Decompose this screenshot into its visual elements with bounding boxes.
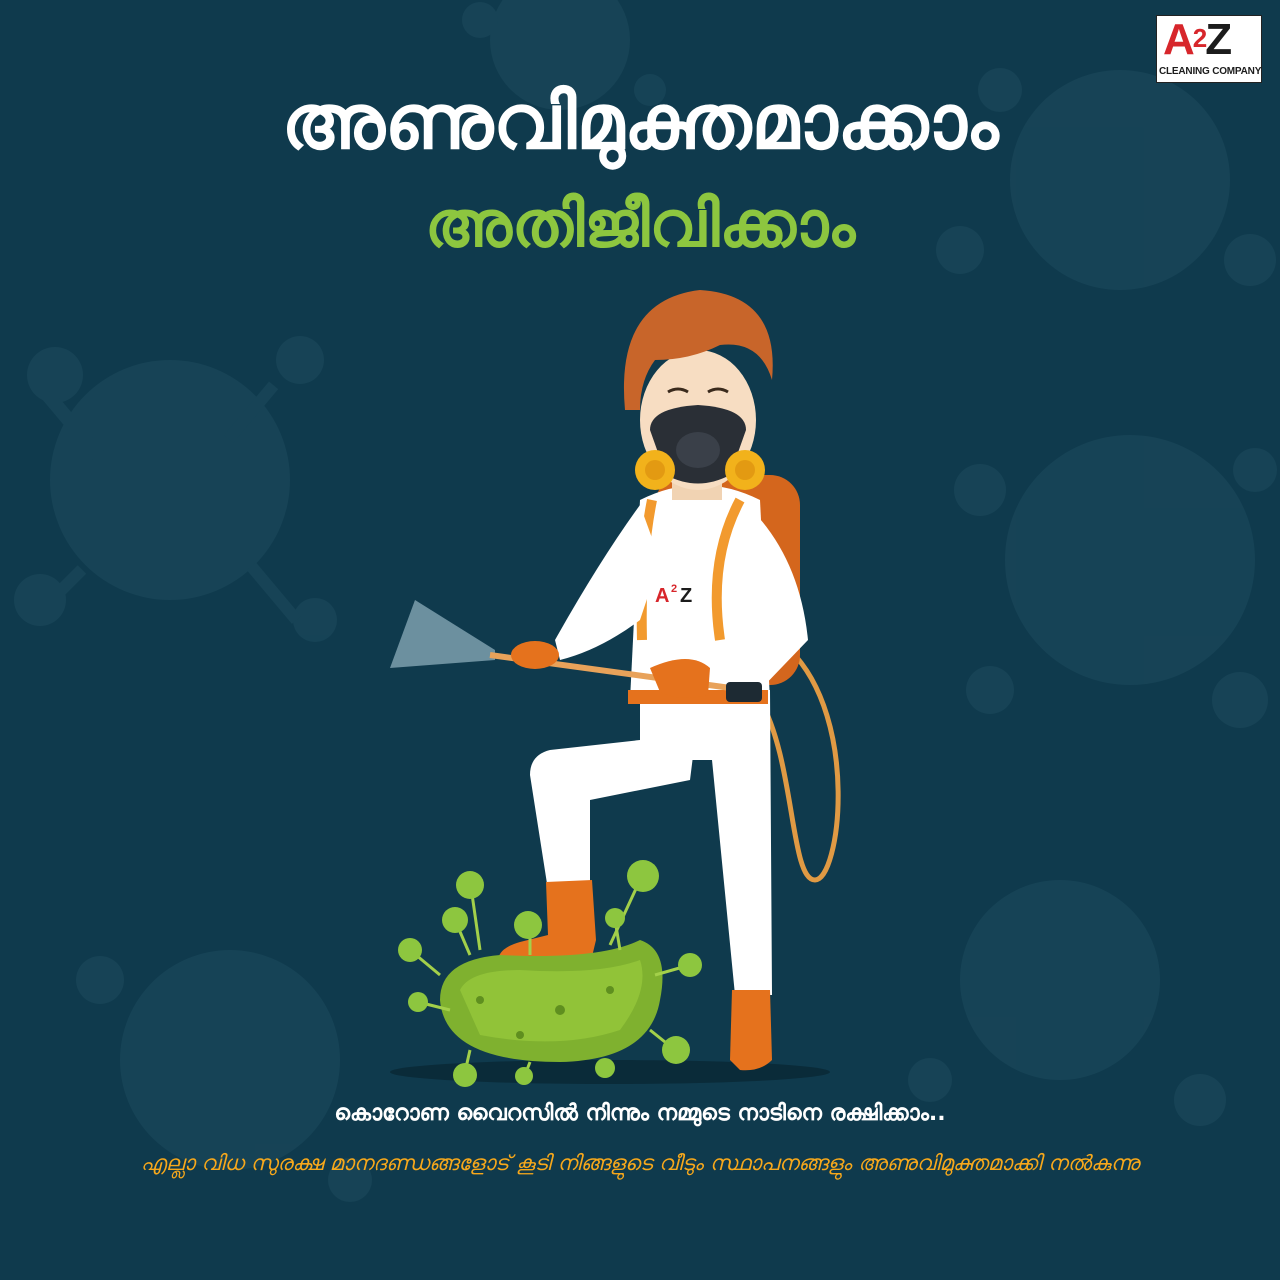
service-description: എല്ലാ വിധ സുരക്ഷ മാനദണ്ഡങ്ങളോട് കൂടി നിങ്ങളുടെ വീടും സ്ഥാപനങ്ങളും അണുവിമുക്തമാക്കി നൽകുന്നു [140,1151,1140,1175]
tagline: കൊറോണ വൈറസിൽ നിന്നും നമ്മുടെ നാടിനെ രക്ഷിക്കാം.. [334,1101,946,1126]
logo-lettering: $A^2Z$ [1163,15,1231,64]
svg-text:Z: Z [680,585,693,607]
subheadline: അതിജീവിക്കാം [424,188,856,262]
svg-text:A: A [655,585,670,607]
svg-text:2: 2 [671,583,678,595]
disinfection-worker-illustration [380,280,860,1100]
logo-subtitle: CLEANING COMPANY [1159,66,1262,77]
headline: അണുവിമുക്തമാക്കാം [281,77,999,166]
